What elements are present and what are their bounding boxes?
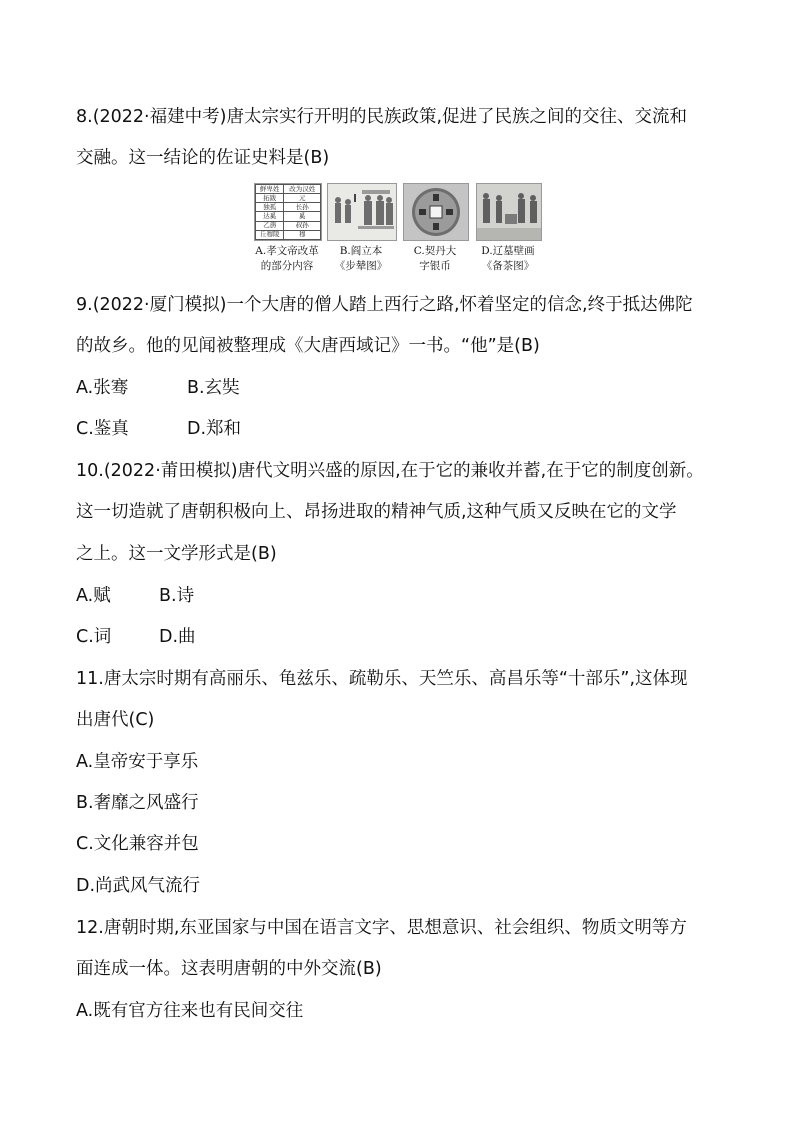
caption-line: 《步辇图》 [334,260,388,272]
table-cell: 改为汉姓 [284,185,321,194]
table-cell: 乙旃 [256,221,284,230]
table-cell: 拓跋 [256,194,284,203]
q10-line-3: 之上。这一文学形式是(B) [76,544,277,564]
caption-line: 字银币 [419,260,451,272]
q10-option-a: A.赋 [76,586,111,606]
q9-option-c: C.鉴真 [76,419,129,439]
caption-line: B.阎立本 [339,245,383,257]
figure-b-painting-image [327,183,397,241]
mural-figures-icon [477,184,541,240]
q9-line-1: 9.(2022·厦门模拟)一个大唐的僧人踏上西行之路,怀着坚定的信念,终于抵达佛陀 [76,295,693,315]
figure-c-caption [404,244,466,274]
q11-option-d: D.尚武风气流行 [76,876,201,896]
figure-a-caption [250,244,324,274]
q11-option-a: A.皇帝安于享乐 [76,752,199,772]
caption-line: A.孝文帝改革 [255,245,319,257]
caption-line: C.契丹大 [413,245,457,257]
q10-line-1: 10.(2022·莆田模拟)唐代文明兴盛的原因,在于它的兼收并蓄,在于它的制度创新。 [76,461,704,481]
caption-line: 《备茶图》 [481,260,535,272]
table-cell: 穆 [284,230,321,239]
table-cell: 丘穆陵 [256,230,284,239]
q10-option-b: B.诗 [159,586,195,606]
figure-b-caption [328,244,394,274]
table-cell: 叔孙 [284,221,321,230]
reform-table [255,184,321,240]
q9-option-d: D.郑和 [187,419,242,439]
figure-a-reform-table [254,183,322,241]
table-cell: 长孙 [284,203,321,212]
table-cell: 元 [284,194,321,203]
figure-d-mural-image [476,183,542,241]
figure-d-caption [475,244,541,274]
q11-option-b: B.奢靡之风盛行 [76,793,199,813]
q12-line-1: 12.唐朝时期,东亚国家与中国在语言文字、思想意识、社会组织、物质文明等方 [76,918,687,938]
q11-line-1: 11.唐太宗时期有高丽乐、龟兹乐、疏勒乐、天竺乐、高昌乐等“十部乐”,这体现 [76,669,688,689]
figure-c-coin-image [403,183,469,241]
q9-line-2: 的故乡。他的见闻被整理成《大唐西域记》一书。“他”是(B) [76,336,540,356]
q10-line-2: 这一切造就了唐朝积极向上、昂扬进取的精神气质,这种气质又反映在它的文学 [76,502,677,522]
q12-line-2: 面连成一体。这表明唐朝的中外交流(B) [76,959,382,979]
coin-icon [404,184,468,240]
q10-option-d: D.曲 [159,627,196,647]
table-cell: 鲜卑姓 [256,185,284,194]
q11-option-c: C.文化兼容并包 [76,834,199,854]
q9-option-b: B.玄奘 [187,378,240,398]
q9-option-a: A.张骞 [76,378,129,398]
q11-line-2: 出唐代(C) [76,710,155,730]
table-cell: 奚 [284,212,321,221]
painting-figures-icon [328,184,396,240]
table-cell: 独孤 [256,203,284,212]
q8-line-1: 8.(2022·福建中考)唐太宗实行开明的民族政策,促进了民族之间的交往、交流和 [76,107,688,127]
caption-line: D.辽墓壁画 [481,245,535,257]
q10-option-c: C.词 [76,627,112,647]
q8-line-2: 交融。这一结论的佐证史料是(B) [76,148,330,168]
caption-line: 的部分内容 [260,260,314,272]
q12-option-a: A.既有官方往来也有民间交往 [76,1001,304,1021]
table-cell: 达奚 [256,212,284,221]
